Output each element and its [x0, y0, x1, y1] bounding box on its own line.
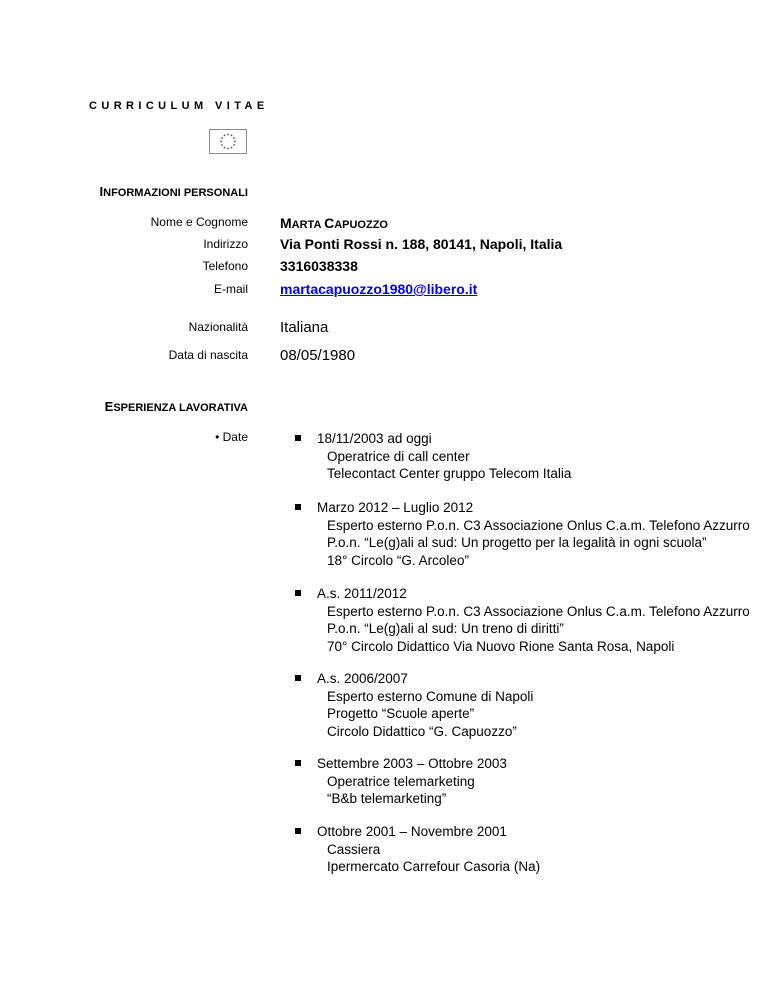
name-label: Nome e Cognome: [150, 215, 248, 229]
bullet-icon: [295, 590, 301, 596]
job-date: Ottobre 2001 – Novembre 2001: [317, 824, 507, 839]
job-date: Marzo 2012 – Luglio 2012: [317, 500, 474, 515]
bullet-icon: [295, 504, 301, 510]
nationality-value: Italiana: [280, 319, 329, 336]
name-value: MARTA CAPUOZZO: [280, 215, 388, 231]
eu-flag-icon: [209, 129, 247, 154]
job-date: A.s. 2006/2007: [317, 671, 408, 686]
job-project: Progetto “Scuole aperte”: [327, 706, 475, 721]
address-label: Indirizzo: [203, 237, 248, 251]
personal-info-heading: INFORMAZIONI PERSONALI: [99, 184, 248, 199]
job-entry: [309, 499, 750, 569]
birth-value: 08/05/1980: [280, 347, 356, 364]
job-role: Cassiera: [327, 841, 381, 857]
job-date: Settembre 2003 – Ottobre 2003: [317, 756, 507, 771]
job-role: Operatrice di call center: [327, 448, 470, 464]
bullet-icon: [295, 675, 301, 681]
bullet-icon: [295, 828, 301, 834]
address-value: Via Ponti Rossi n. 188, 80141, Napoli, Italia: [280, 236, 563, 252]
job-employer: Ipermercato Carrefour Casoria (Na): [327, 859, 541, 874]
email-label: E-mail: [213, 282, 248, 296]
job-project: P.o.n. “Le(g)ali al sud: Un treno di diritti”: [327, 621, 564, 636]
date-label: • Date: [215, 430, 248, 444]
job-date: 18/11/2003 ad oggi: [317, 431, 432, 446]
job-employer: Telecontact Center gruppo Telecom Italia: [327, 466, 572, 481]
job-employer: 70° Circolo Didattico Via Nuovo Rione Santa Rosa, Napoli: [327, 638, 675, 654]
job-role: Esperto esterno P.o.n. C3 Associazione Onlus C.a.m. Telefono Azzurro: [327, 517, 750, 533]
work-experience-heading: ESPERIENZA LAVORATIVA: [104, 399, 248, 414]
eu-flag-stars: [210, 130, 246, 153]
job-employer: “B&b telemarketing”: [327, 791, 447, 806]
nationality-label: Nazionalità: [188, 320, 248, 334]
job-date: A.s. 2011/2012: [317, 586, 407, 601]
job-role: Esperto esterno Comune di Napoli: [327, 688, 534, 704]
job-entry: [309, 585, 750, 655]
job-employer: Circolo Didattico “G. Capuozzo”: [327, 723, 517, 739]
email-link[interactable]: martacapuozzo1980@libero.it: [280, 281, 478, 297]
job-role: Esperto esterno P.o.n. C3 Associazione Onlus C.a.m. Telefono Azzurro: [327, 603, 750, 619]
bullet-icon: [295, 760, 301, 766]
job-entry: [309, 755, 507, 808]
job-employer: 18° Circolo “G. Arcoleo”: [327, 552, 469, 568]
phone-value: 3316038338: [280, 258, 358, 274]
bullet-icon: [295, 435, 301, 441]
job-project: P.o.n. “Le(g)ali al sud: Un progetto per la legalità in ogni scuola”: [327, 535, 707, 550]
cv-title: CURRICULUM VITAE: [89, 100, 269, 112]
job-entry: [309, 670, 533, 740]
birth-label: Data di nascita: [168, 348, 248, 362]
job-role: Operatrice telemarketing: [327, 773, 475, 789]
job-entry: [309, 430, 571, 483]
job-entry: [309, 823, 540, 876]
phone-label: Telefono: [202, 259, 248, 273]
